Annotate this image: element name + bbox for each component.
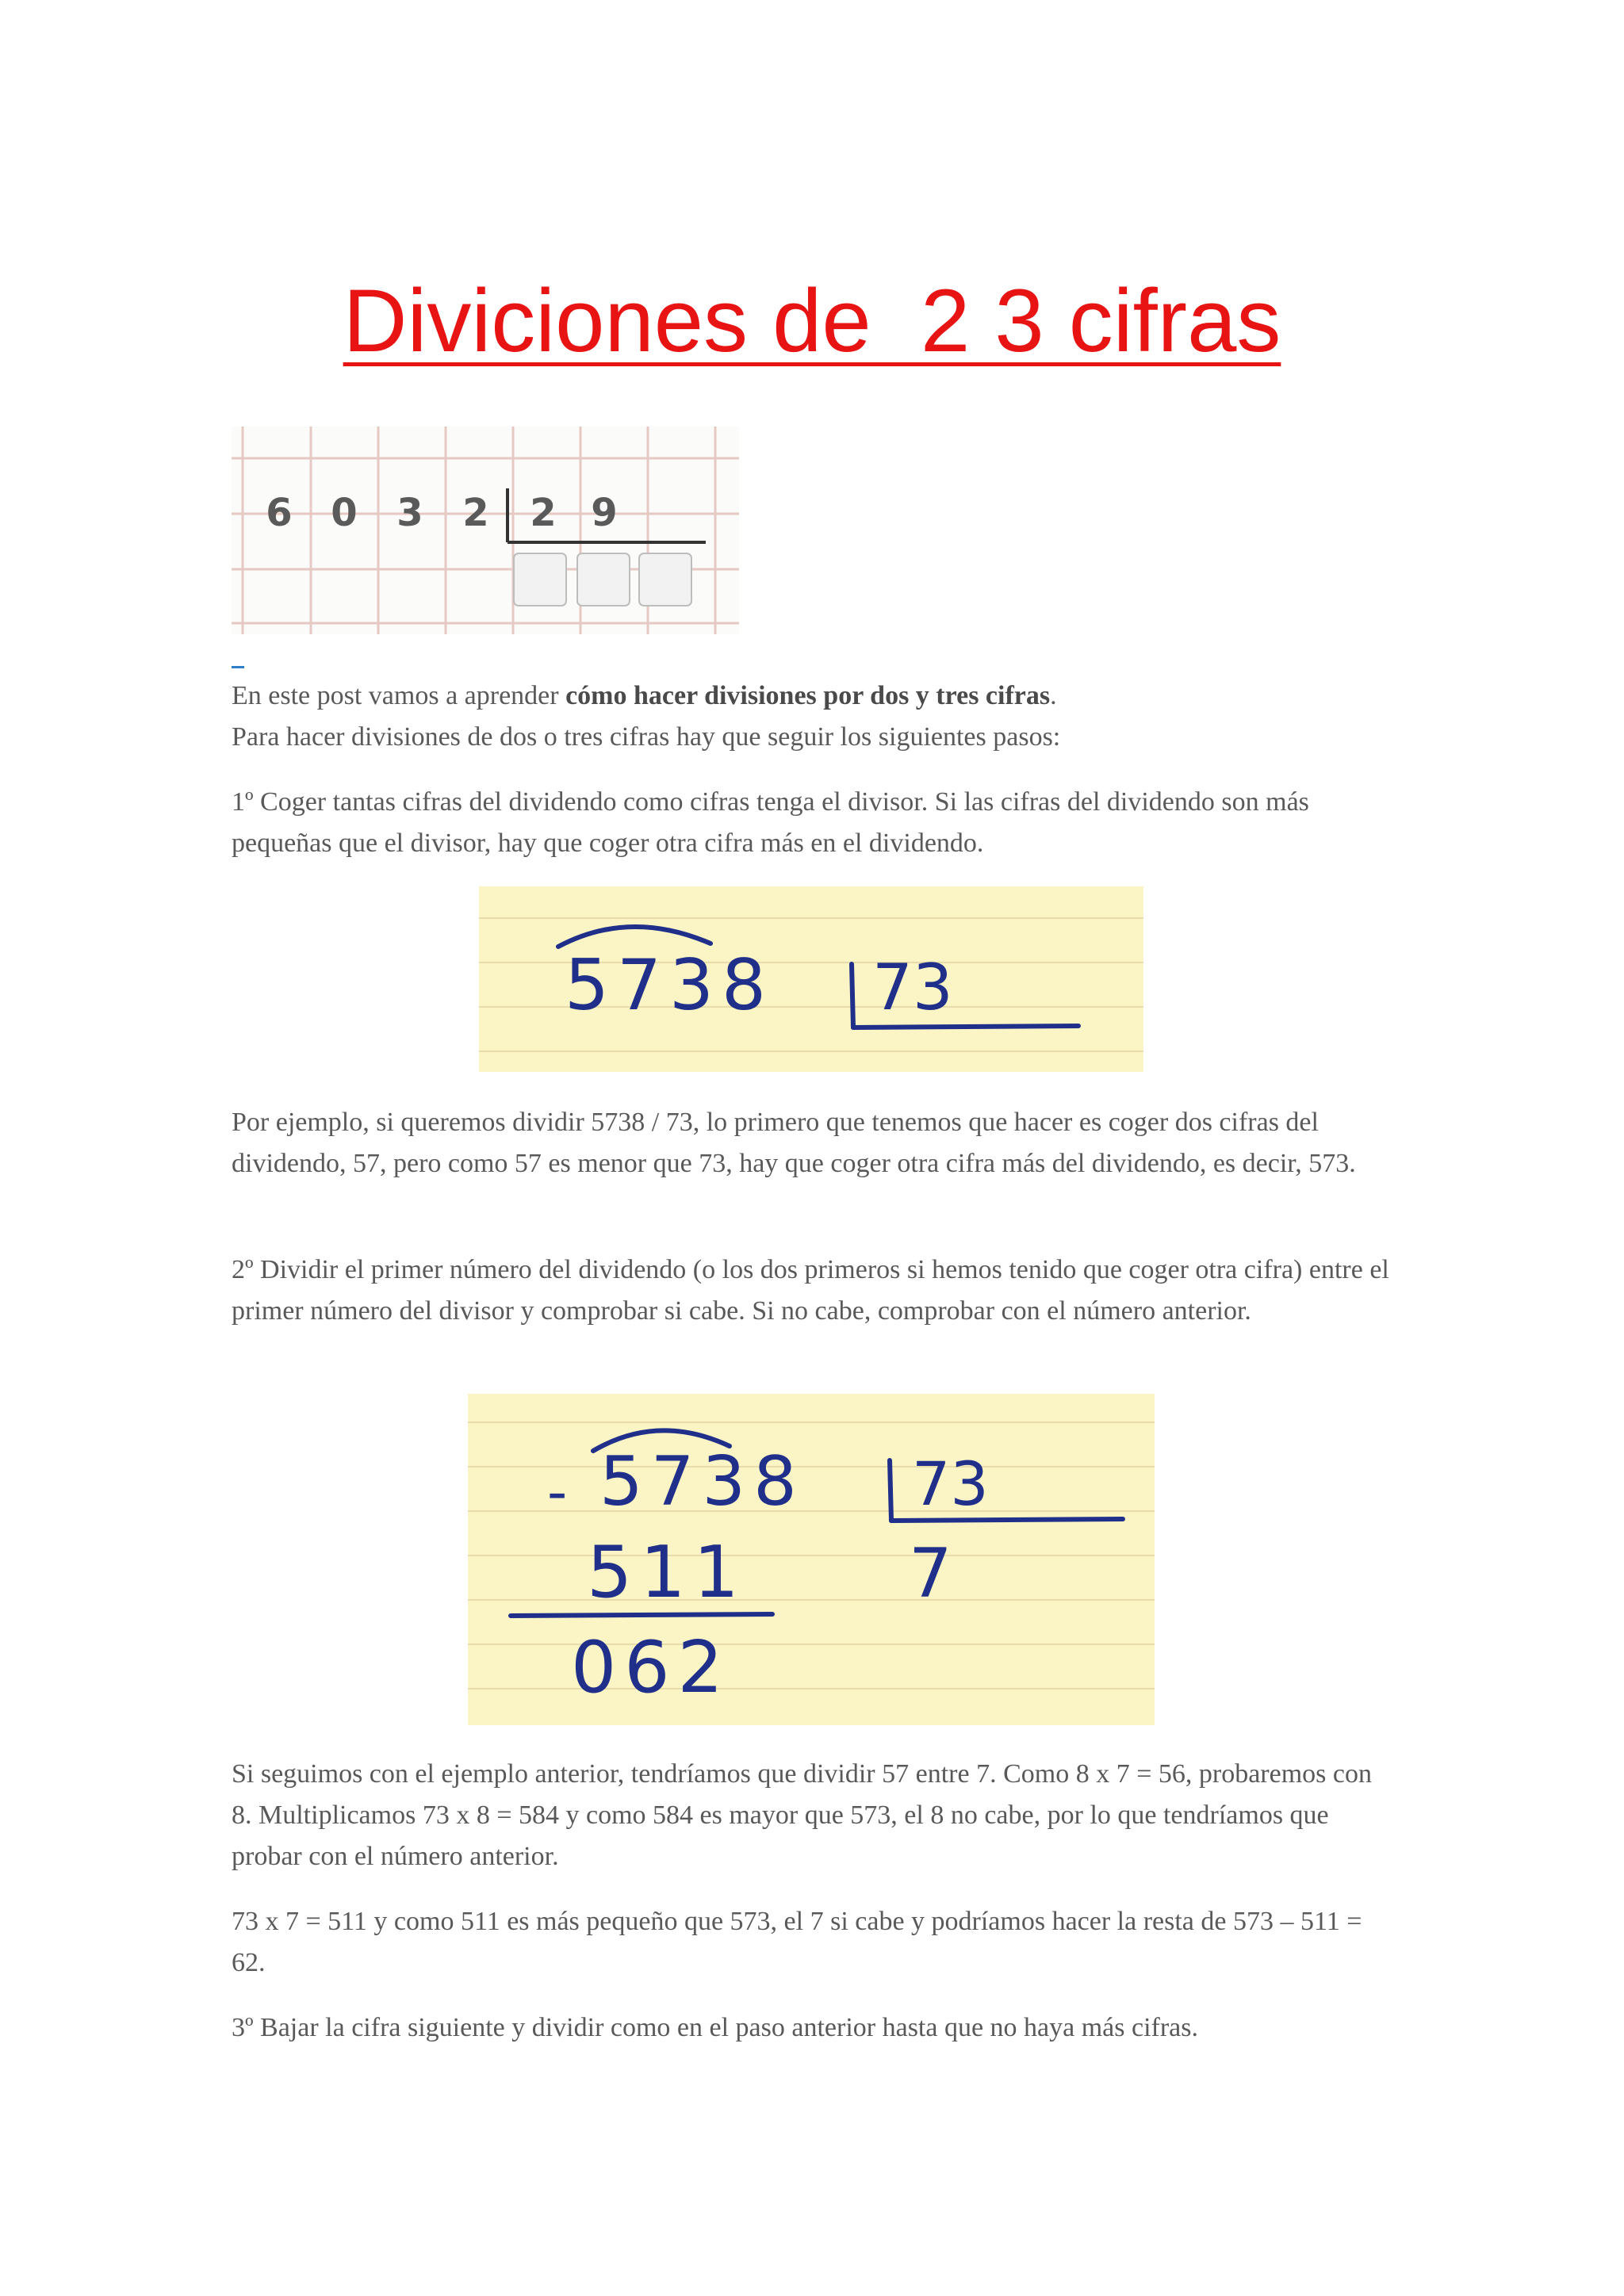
minus-sign: -: [547, 1460, 568, 1525]
example3-paragraph: 73 x 7 = 511 y como 511 es más pequeño que 573, el 7 si cabe y podríamos hacer la resta de 573 – 511 = 62.: [232, 1907, 1362, 1977]
step2-paragraph: 2º Dividir el primer número del dividendo (o los dos primeros si hemos tenido que coger otra cifra) entre el primer número del divisor y comprobar si cabe. Si no cabe, comprobar con el número anterior.: [232, 1255, 1389, 1326]
grid-digit: 3: [396, 491, 423, 535]
step3-paragraph: 3º Bajar la cifra siguiente y dividir como en el paso anterior hasta que no haya más cifras.: [232, 2013, 1199, 2042]
grid-digit: 0: [331, 491, 358, 535]
page-title: Diviciones de 2 3 cifras: [343, 271, 1281, 370]
intro-paragraph: [232, 675, 1397, 758]
intro-text: En este post vamos a aprender: [232, 681, 566, 710]
step1-paragraph: 1º Coger tantas cifras del dividendo como cifras tenga el divisor. Si las cifras del dividendo son más pequeñas que el divisor, hay que coger otra cifra más en el dividendo.: [232, 787, 1309, 858]
quotient-box: [639, 553, 691, 606]
dividend-text: 5738: [599, 1442, 805, 1521]
handwritten-division-figure-1: [479, 886, 1143, 1072]
example1-paragraph: Por ejemplo, si queremos dividir 5738 / 73, lo primero que tenemos que hacer es coger dos cifras del dividendo, 57, pero como 57 es menor que 73, hay que coger otra cifra más del dividendo, es decir, 573.: [232, 1108, 1356, 1178]
grid-digit: 6: [266, 491, 293, 535]
intro-text-end: .: [1050, 681, 1057, 710]
divisor-text: 73: [912, 1448, 989, 1519]
intro-line2: Para hacer divisiones de dos o tres cifras hay que seguir los siguientes pasos:: [232, 722, 1061, 752]
link-marker: [232, 666, 244, 668]
quotient-box: [577, 553, 630, 606]
remainder-text: 062: [571, 1626, 731, 1709]
product-text: 511: [587, 1531, 747, 1614]
grid-digit: 9: [591, 491, 618, 535]
quotient-text: 7: [909, 1534, 952, 1613]
quotient-box: [514, 553, 566, 606]
example2-paragraph: Si seguimos con el ejemplo anterior, tendríamos que dividir 57 entre 7. Como 8 x 7 = 56, probaremos con 8. Multiplicamos 73 x 8 = 584 y como 584 es mayor que 573, el 8 no cabe, por lo que tendríamos que probar con el número anterior.: [232, 1759, 1372, 1871]
divisor-text: 73: [872, 951, 953, 1024]
dividend-text: 5738: [565, 944, 774, 1026]
division-grid-figure: [232, 427, 739, 634]
grid-digit: 2: [462, 491, 489, 535]
grid-digit: 2: [530, 491, 557, 535]
intro-bold-text: cómo hacer divisiones por dos y tres cifras: [565, 681, 1051, 710]
handwritten-division-figure-2: [468, 1394, 1155, 1725]
